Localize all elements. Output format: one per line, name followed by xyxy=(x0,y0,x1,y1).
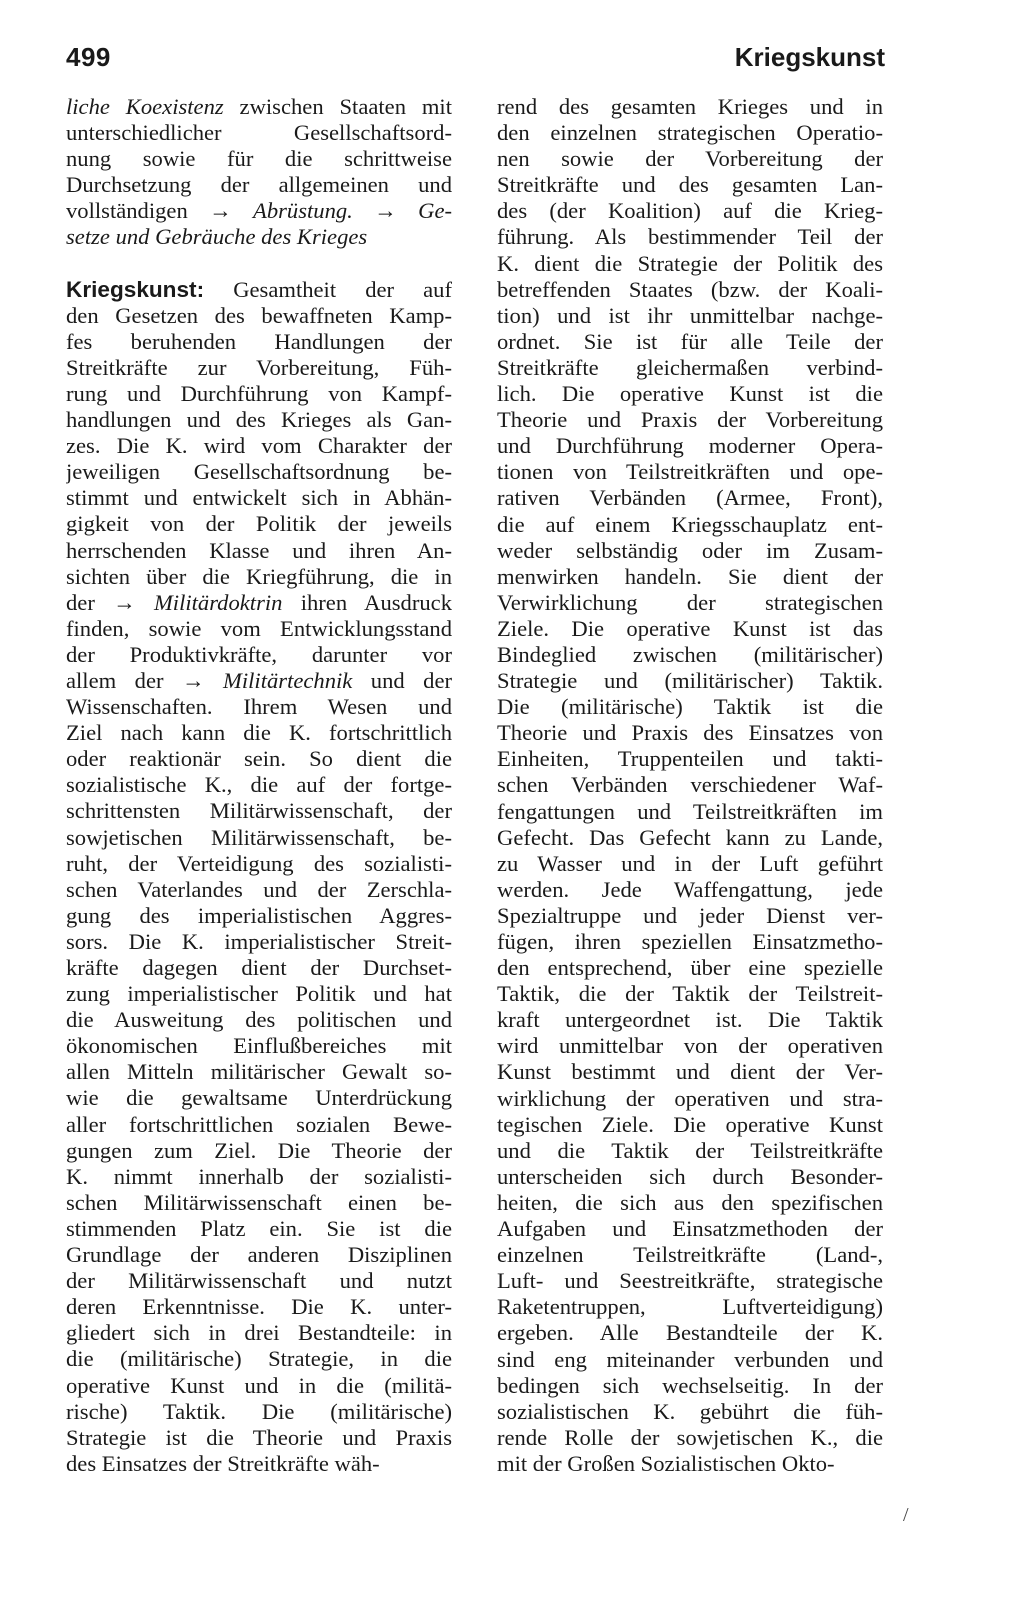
text-line: ergeben. Alle Bestandteile der K. xyxy=(497,1320,883,1346)
entry-kriegskunst xyxy=(66,277,452,1477)
text-line: unterscheiden sich durch Besonder- xyxy=(497,1163,883,1189)
text-line: Strategie und (militärischer) Taktik. xyxy=(497,668,883,694)
text-line: Durchsetzung der allgemeinen und xyxy=(66,172,452,198)
text-line: werden. Jede Waffengattung, jede xyxy=(497,876,883,902)
text-line: Wissenschaften. Ihrem Wesen und xyxy=(66,694,452,720)
text-line: sowjetischen Militärwissenschaft, be- xyxy=(66,824,452,850)
text-line: rende Rolle der sowjetischen K., die xyxy=(497,1424,883,1450)
text-line: stimmt und entwickelt sich in Abhän- xyxy=(66,485,452,511)
text-line: Verwirklichung der strategischen xyxy=(497,589,883,615)
text-line: die (militärische) Strategie, in die xyxy=(66,1346,452,1372)
running-head: Kriegskunst xyxy=(734,42,885,72)
text-line: betreffenden Staates (bzw. der Koali- xyxy=(497,276,883,302)
text-line: zu Wasser und in der Luft geführt xyxy=(497,850,883,876)
text-line: allen Mitteln militärischer Gewalt so- xyxy=(66,1059,452,1085)
text-line: tion) und ist ihr unmittelbar nachge- xyxy=(497,302,883,328)
text-line: handlungen und des Krieges als Gan- xyxy=(66,407,452,433)
text-line: weder selbständig oder im Zusam- xyxy=(497,537,883,563)
text-line: rend des gesamten Krieges und in xyxy=(497,94,883,119)
text-line: sors. Die K. imperialistischer Streit- xyxy=(66,928,452,954)
text-line: kraft untergeordnet ist. Die Taktik xyxy=(497,1007,883,1033)
text-line: herrschenden Klasse und ihren An- xyxy=(66,537,452,563)
entry-first-line-text: Gesamtheit der auf xyxy=(233,276,452,302)
text-line: deren Erkenntnisse. Die K. unter- xyxy=(66,1294,452,1320)
text-line: finden, sowie vom Entwicklungsstand xyxy=(66,615,452,641)
text-line: ordnet. Sie ist für alle Teile der xyxy=(497,328,883,354)
text-line: zung imperialistischer Politik und hat xyxy=(66,981,452,1007)
text-line: tionen von Teilstreitkräften und ope- xyxy=(497,459,883,485)
text-line: wie die gewaltsame Unterdrückung xyxy=(66,1085,452,1111)
text-line: einzelnen Teilstreitkräfte (Land-, xyxy=(497,1242,883,1268)
text-line: fügen, ihren speziellen Einsatzmetho- xyxy=(497,929,883,954)
right-column-text xyxy=(497,94,883,1477)
text-line: operative Kunst und in die (militä- xyxy=(66,1372,452,1398)
text-line: Theorie und Praxis des Einsatzes von xyxy=(497,720,883,746)
text-line: Strategie ist die Theorie und Praxis xyxy=(66,1424,452,1450)
text-line: Streitkräfte und des gesamten Lan- xyxy=(497,172,883,198)
text-line: Streitkräfte zur Vorbereitung, Füh- xyxy=(66,354,452,380)
text-line: die auf einem Kriegsschauplatz ent- xyxy=(497,511,883,537)
text-line: der → Militärdoktrin ihren Ausdruck xyxy=(66,589,452,615)
text-line: sozialistischen K. gebührt die füh- xyxy=(497,1398,883,1424)
text-line: jeweiligen Gesellschaftsordnung be- xyxy=(66,459,452,485)
text-line: der Militärwissenschaft und nutzt xyxy=(66,1268,452,1294)
text-line: oder reaktionär sein. So dient die xyxy=(66,746,452,772)
text-line: Einheiten, Truppenteilen und takti- xyxy=(497,746,883,772)
text-line: Raketentruppen, Luftverteidigung) xyxy=(497,1294,883,1320)
text-line: fes beruhenden Handlungen der xyxy=(66,328,452,354)
text-line: allem der → Militärtechnik und der xyxy=(66,667,452,693)
text-line: Streitkräfte gleichermaßen verbind- xyxy=(497,354,883,380)
text-line: lich. Die operative Kunst ist die xyxy=(497,381,883,407)
headword: Kriegskunst: xyxy=(66,276,205,302)
text-line: des Einsatzes der Streitkräfte wäh- xyxy=(66,1450,380,1476)
text-line: mit der Großen Sozialistischen Okto- xyxy=(497,1450,835,1476)
text-line: wird unmittelbar von der operativen xyxy=(497,1033,883,1059)
text-line: vollständigen → Abrüstung. → Ge- xyxy=(66,198,452,224)
text-line: ökonomischen Einflußbereiches mit xyxy=(66,1033,452,1059)
text-line: der Produktivkräfte, darunter vor xyxy=(66,641,452,667)
text-line: sichten über die Kriegführung, die in xyxy=(66,563,452,589)
text-line: den einzelnen strategischen Operatio- xyxy=(497,120,883,146)
text-line: Die (militärische) Taktik ist die xyxy=(497,694,883,720)
text-line: und die Taktik der Teilstreitkräfte xyxy=(497,1137,883,1163)
text-line: Aufgaben und Einsatzmethoden der xyxy=(497,1216,883,1242)
text-line: Kunst bestimmt und dient der Ver- xyxy=(497,1059,883,1085)
text-line: bedingen sich wechselseitig. In der xyxy=(497,1372,883,1398)
text-line: zes. Die K. wird vom Charakter der xyxy=(66,433,452,459)
text-line: Luft- und Seestreitkräfte, strategische xyxy=(497,1268,883,1294)
left-column xyxy=(66,94,452,1477)
text-line: den entsprechend, über eine spezielle xyxy=(497,955,883,981)
text-line: schrittensten Militärwissenschaft, der xyxy=(66,798,452,824)
text-line: Ziele. Die operative Kunst ist das xyxy=(497,615,883,641)
text-line: K. dient die Strategie der Politik des xyxy=(497,250,883,276)
text-line: Taktik, die der Taktik der Teilstreit- xyxy=(497,981,883,1007)
text-line: liche Koexistenz zwischen Staaten mit xyxy=(66,94,452,119)
text-line: aller fortschrittlichen sozialen Bewe- xyxy=(66,1111,452,1137)
entry-first-line xyxy=(66,277,452,303)
text-line: schen Verbänden verschiedener Waf- xyxy=(497,772,883,798)
text-line: heiten, die sich aus den spezifischen xyxy=(497,1189,883,1215)
text-line: wirklichung der operativen und stra- xyxy=(497,1085,883,1111)
text-line: sind eng miteinander verbunden und xyxy=(497,1346,883,1372)
text-line: tegischen Ziele. Die operative Kunst xyxy=(497,1111,883,1137)
text-line: des (der Koalition) auf die Krieg- xyxy=(497,198,883,224)
right-column xyxy=(497,94,883,1477)
text-line: gigkeit von der Politik der jeweils xyxy=(66,511,452,537)
text-line: gungen zum Ziel. Die Theorie der xyxy=(66,1137,452,1163)
previous-entry-ending xyxy=(66,94,452,251)
text-line: menwirken handeln. Sie dient der xyxy=(497,563,883,589)
text-line: fengattungen und Teilstreitkräften im xyxy=(497,798,883,824)
text-line: sozialistische K., die auf der fortge- xyxy=(66,772,452,798)
text-line: K. nimmt innerhalb der sozialisti- xyxy=(66,1163,452,1189)
text-line: setze und Gebräuche des Krieges xyxy=(66,224,368,250)
text-line: gliedert sich in drei Bestandteile: in xyxy=(66,1320,452,1346)
text-line: kräfte dagegen dient der Durchset- xyxy=(66,955,452,980)
text-line: Theorie und Praxis der Vorbereitung xyxy=(497,407,883,433)
text-line: und Durchführung moderner Opera- xyxy=(497,433,883,459)
text-line: Gefecht. Das Gefecht kann zu Lande, xyxy=(497,824,883,850)
text-line: ruht, der Verteidigung des sozialisti- xyxy=(66,850,452,876)
text-line: Ziel nach kann die K. fortschrittlich xyxy=(66,720,452,746)
text-line: rung und Durchführung von Kampf- xyxy=(66,380,452,406)
page-number: 499 xyxy=(66,42,111,72)
text-line: stimmenden Platz ein. Sie ist die xyxy=(66,1215,452,1241)
text-line: die Ausweitung des politischen und xyxy=(66,1007,452,1033)
text-line: Bindeglied zwischen (militärischer) xyxy=(497,641,883,667)
text-line: schen Militärwissenschaft einen be- xyxy=(66,1189,452,1215)
text-line: Spezialtruppe und jeder Dienst ver- xyxy=(497,902,883,928)
margin-mark: / xyxy=(903,1504,909,1526)
text-line: unterschiedlicher Gesellschaftsord- xyxy=(66,120,452,146)
text-line: rativen Verbänden (Armee, Front), xyxy=(497,485,883,511)
text-line: gung des imperialistischen Aggres- xyxy=(66,902,452,928)
text-line: Grundlage der anderen Disziplinen xyxy=(66,1242,452,1268)
text-line: führung. Als bestimmender Teil der xyxy=(497,224,883,250)
text-line: den Gesetzen des bewaffneten Kamp- xyxy=(66,302,452,328)
text-line: rische) Taktik. Die (militärische) xyxy=(66,1398,452,1424)
text-line: nen sowie der Vorbereitung der xyxy=(497,146,883,172)
text-line: schen Vaterlandes und der Zerschla- xyxy=(66,876,452,902)
text-line: nung sowie für die schrittweise xyxy=(66,146,452,172)
